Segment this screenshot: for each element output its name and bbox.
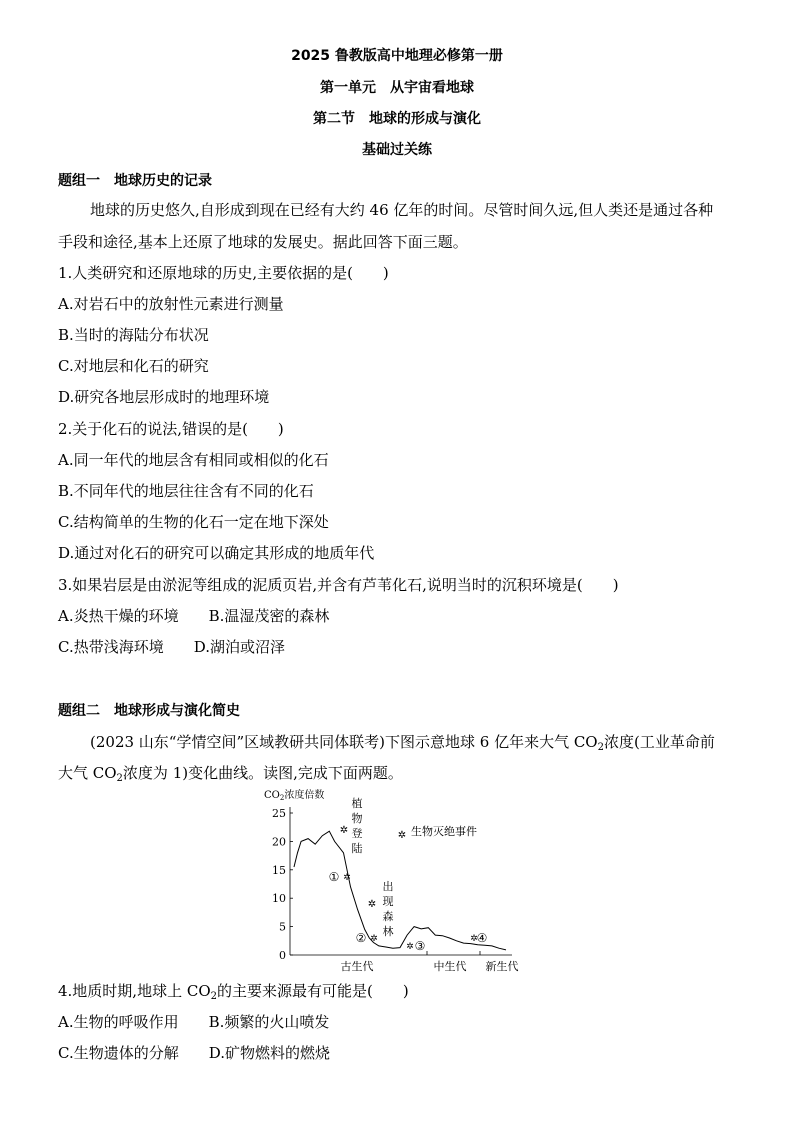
q2-option-c: C.结构简单的生物的化石一定在地下深处 (58, 513, 329, 531)
q4-options-cd: C.生物遗体的分解 D.矿物燃料的燃烧 (58, 1044, 330, 1062)
q2-option-a: A.同一年代的地层含有相同或相似的化石 (58, 451, 329, 469)
co2-series-line (294, 831, 506, 950)
group2-intro-line1-b: 浓度(工业革命前 (603, 733, 715, 751)
q4-stem-b: 的主要来源最有可能是( ) (217, 982, 409, 1000)
event-marker-star-icon: ✲ (343, 873, 351, 883)
event-marker-label: ④ (476, 931, 488, 945)
event-marker-label: ③ (414, 939, 426, 953)
event-marker-star-icon: ✲ (370, 934, 378, 944)
q4-options-ab: A.生物的呼吸作用 B.频繁的火山喷发 (58, 1013, 330, 1031)
annotation-plant-char: 植 (351, 797, 363, 810)
section-title: 第二节 地球的形成与演化 (313, 111, 481, 127)
event-marker-label: ① (328, 870, 340, 884)
x-era-label: 新生代 (485, 960, 519, 973)
q4-stem (58, 981, 409, 1007)
y-tick-label: 25 (272, 807, 286, 820)
chart-y-axis (272, 807, 293, 962)
y-tick-label: 0 (279, 949, 286, 962)
extinction-star-icon: ✲ (339, 825, 349, 836)
document-title: 2025 鲁教版高中地理必修第一册 (291, 48, 503, 64)
group2-intro-line1 (90, 732, 715, 758)
q3-stem: 3.如果岩层是由淤泥等组成的泥质页岩,并含有芦苇化石,说明当时的沉积环境是( ) (58, 576, 619, 594)
event-marker-star-icon: ✲ (406, 942, 414, 952)
q3-options-cd: C.热带浅海环境 D.湖泊或沼泽 (58, 638, 285, 656)
annotation-plant-char: 登 (351, 827, 363, 840)
annotation-plant-char: 物 (351, 812, 363, 825)
co2-chart (262, 785, 532, 975)
group2-title: 题组二 地球形成与演化简史 (58, 703, 240, 719)
q2-option-d: D.通过对化石的研究可以确定其形成的地质年代 (58, 544, 375, 562)
q1-option-d: D.研究各地层形成时的地理环境 (58, 388, 270, 406)
chart-x-axis (290, 951, 519, 973)
y-tick-label: 15 (272, 863, 286, 877)
x-era-label: 古生代 (340, 960, 374, 973)
y-tick-label: 10 (272, 892, 286, 906)
group2-intro-line2-a: 大气 CO (58, 764, 117, 782)
q2-stem: 2.关于化石的说法,错误的是( ) (58, 420, 284, 438)
event-marker-label: ② (355, 931, 367, 945)
group1-intro-line1: 地球的历史悠久,自形成到现在已经有大约 46 亿年的时间。尽管时间久远,但人类还是通过各种 (90, 201, 714, 219)
group2-intro-line1-a: (2023 山东“学情空间”区域教研共同体联考)下图示意地球 6 亿年来大气 CO (90, 733, 598, 751)
group1-title: 题组一 地球历史的记录 (58, 173, 212, 189)
y-tick-label: 20 (272, 835, 286, 849)
q1-option-b: B.当时的海陆分布状况 (58, 326, 209, 344)
unit-title: 第一单元 从宇宙看地球 (320, 80, 474, 96)
q1-option-a: A.对岩石中的放射性元素进行测量 (58, 295, 284, 313)
co2-subscript: 2 (116, 773, 123, 784)
q1-option-c: C.对地层和化石的研究 (58, 357, 209, 375)
q1-stem: 1.人类研究和还原地球的历史,主要依据的是( ) (58, 264, 389, 282)
extinction-star-icon: ✲ (397, 830, 407, 841)
annotation-forest-char: 林 (382, 925, 394, 938)
chart-annotations (352, 796, 478, 938)
group2-intro-line2-b: 浓度为 1)变化曲线。读图,完成下面两题。 (122, 764, 403, 782)
chart-legend-label: 生物灭绝事件 (411, 825, 477, 838)
annotation-forest-char: 森 (382, 910, 394, 923)
q2-option-b: B.不同年代的地层往往含有不同的化石 (58, 482, 314, 500)
annotation-forest-char: 现 (382, 895, 394, 908)
group1-intro-line2: 手段和途径,基本上还原了地球的发展史。据此回答下面三题。 (58, 233, 468, 251)
y-tick-label: 5 (279, 920, 286, 934)
co2-subscript: 2 (597, 742, 604, 753)
chart-ylabel: $CO_2$浓度倍数 (264, 790, 325, 802)
q3-options-ab: A.炎热干燥的环境 B.温湿茂密的森林 (58, 607, 330, 625)
annotation-forest-char: 出 (382, 880, 394, 893)
extinction-star-icon: ✲ (367, 899, 377, 910)
x-era-label: 中生代 (433, 960, 467, 973)
annotation-plant-char: 陆 (351, 842, 363, 855)
practice-title: 基础过关练 (362, 142, 432, 158)
co2-subscript: 2 (210, 991, 217, 1002)
q4-stem-a: 4.地质时期,地球上 CO (58, 982, 211, 1000)
event-marker-star-icon: ✲ (470, 934, 478, 944)
